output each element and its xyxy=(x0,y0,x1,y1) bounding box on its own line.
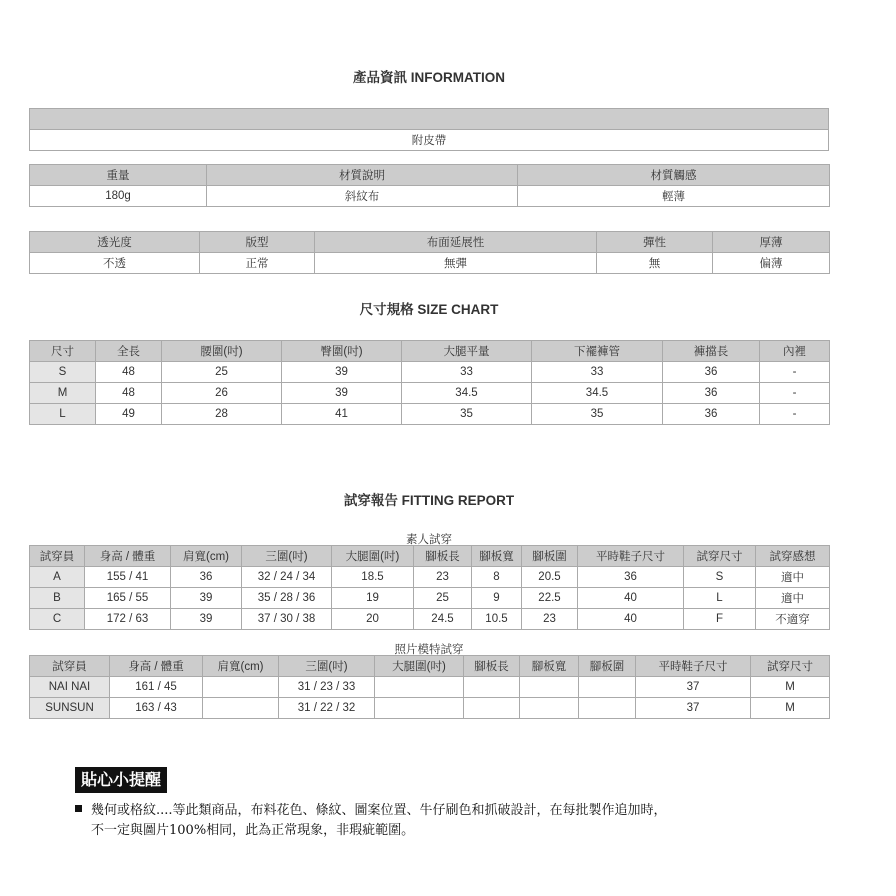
fitting-header: 腳板長 xyxy=(414,546,472,567)
fitting-header: 試穿感想 xyxy=(756,546,830,567)
fitting-cell: 40 xyxy=(578,588,684,609)
fitting-cell: 18.5 xyxy=(332,567,414,588)
fitting-header: 腳板寬 xyxy=(472,546,522,567)
table-row xyxy=(30,383,830,404)
fitting-cell xyxy=(520,698,579,719)
fitting-cell xyxy=(579,677,636,698)
fitting-header: 身高 / 體重 xyxy=(85,546,171,567)
spec-value: 正常 xyxy=(200,253,315,274)
size-cell: - xyxy=(760,404,830,425)
size-cell: - xyxy=(760,383,830,404)
fitting-cell: 8 xyxy=(472,567,522,588)
size-cell: 34.5 xyxy=(402,383,532,404)
size-cell: 28 xyxy=(162,404,282,425)
fitting-cell: 161 / 45 xyxy=(110,677,203,698)
size-cell: 36 xyxy=(663,362,760,383)
fitting-cell: 9 xyxy=(472,588,522,609)
fitting-cell: 39 xyxy=(171,588,242,609)
amateur-fitting-table xyxy=(29,545,830,630)
information-title: 產品資訊 INFORMATION xyxy=(353,70,505,85)
spec-header: 材質說明 xyxy=(207,165,518,186)
fitting-header: 試穿尺寸 xyxy=(751,656,830,677)
table-row xyxy=(30,698,830,719)
spec-value: 偏薄 xyxy=(713,253,830,274)
notice-line-2: 不一定與圖片100%相同，此為正常現象，非瑕疵範圍。 xyxy=(91,823,415,838)
size-label: M xyxy=(30,383,96,404)
size-header: 褲擋長 xyxy=(663,341,760,362)
fitting-cell: 163 / 43 xyxy=(110,698,203,719)
size-cell: 48 xyxy=(96,383,162,404)
spec-value: 斜紋布 xyxy=(207,186,518,207)
model-caption: 照片模特試穿 xyxy=(394,644,464,656)
fitting-cell: L xyxy=(684,588,756,609)
fitting-header: 試穿員 xyxy=(30,546,85,567)
spec-value: 輕薄 xyxy=(518,186,830,207)
accessory-cell: 附皮帶 xyxy=(30,130,829,151)
size-cell: 39 xyxy=(282,383,402,404)
fitting-cell: 25 xyxy=(414,588,472,609)
spec-table-1 xyxy=(29,164,830,207)
fitting-cell xyxy=(203,698,279,719)
fitting-cell: M xyxy=(751,677,830,698)
model-label: NAI NAI xyxy=(30,677,110,698)
size-chart-title: 尺寸規格 SIZE CHART xyxy=(359,302,499,317)
size-label: S xyxy=(30,362,96,383)
fitting-cell xyxy=(464,677,520,698)
fitting-header: 肩寬(cm) xyxy=(171,546,242,567)
fitting-header: 腳板長 xyxy=(464,656,520,677)
fitting-cell: 31 / 23 / 33 xyxy=(279,677,375,698)
size-cell: 48 xyxy=(96,362,162,383)
size-cell: 39 xyxy=(282,362,402,383)
size-header: 全長 xyxy=(96,341,162,362)
size-chart-table xyxy=(29,340,830,425)
fitting-header: 腳板圍 xyxy=(522,546,578,567)
size-cell: 35 xyxy=(402,404,532,425)
fitting-cell: 10.5 xyxy=(472,609,522,630)
fitting-cell: 36 xyxy=(578,567,684,588)
size-cell: 33 xyxy=(402,362,532,383)
model-fitting-table xyxy=(29,655,830,719)
size-cell: 25 xyxy=(162,362,282,383)
table-row xyxy=(30,609,830,630)
spec-header: 透光度 xyxy=(30,232,200,253)
spec-value: 無 xyxy=(597,253,713,274)
table-row xyxy=(30,677,830,698)
fitting-header: 身高 / 體重 xyxy=(110,656,203,677)
size-cell: 49 xyxy=(96,404,162,425)
fitting-cell: 24.5 xyxy=(414,609,472,630)
fitting-header: 試穿員 xyxy=(30,656,110,677)
size-cell: 35 xyxy=(532,404,663,425)
accessory-header-bar xyxy=(30,109,829,130)
fitting-cell xyxy=(375,677,464,698)
fitting-cell xyxy=(579,698,636,719)
tester-label: A xyxy=(30,567,85,588)
fitting-cell xyxy=(375,698,464,719)
spec-header: 重量 xyxy=(30,165,207,186)
fitting-cell xyxy=(520,677,579,698)
fitting-cell: 32 / 24 / 34 xyxy=(242,567,332,588)
spec-header: 彈性 xyxy=(597,232,713,253)
table-row xyxy=(30,404,830,425)
spec-value: 不透 xyxy=(30,253,200,274)
fitting-cell: 適中 xyxy=(756,567,830,588)
table-row xyxy=(30,588,830,609)
fitting-cell: 19 xyxy=(332,588,414,609)
tester-label: C xyxy=(30,609,85,630)
fitting-header: 腳板圍 xyxy=(579,656,636,677)
fitting-header: 三圍(吋) xyxy=(279,656,375,677)
size-header: 臀圍(吋) xyxy=(282,341,402,362)
fitting-report-title: 試穿報告 FITTING REPORT xyxy=(343,493,515,508)
size-header: 尺寸 xyxy=(30,341,96,362)
fitting-header: 腳板寬 xyxy=(520,656,579,677)
fitting-cell: 37 xyxy=(636,698,751,719)
amateur-caption: 素人試穿 xyxy=(406,534,452,546)
size-cell: 36 xyxy=(663,383,760,404)
fitting-cell: 36 xyxy=(171,567,242,588)
size-cell: 41 xyxy=(282,404,402,425)
size-label: L xyxy=(30,404,96,425)
fitting-header: 大腿圍(吋) xyxy=(332,546,414,567)
notice-line-1: 幾何或格紋....等此類商品，布料花色、條紋、圖案位置、牛仔刷色和抓破設計，在每批製作追加時， xyxy=(91,803,667,818)
size-header: 內裡 xyxy=(760,341,830,362)
fitting-cell: 40 xyxy=(578,609,684,630)
table-row xyxy=(30,567,830,588)
spec-header: 版型 xyxy=(200,232,315,253)
fitting-cell: 35 / 28 / 36 xyxy=(242,588,332,609)
fitting-cell: 23 xyxy=(522,609,578,630)
spec-value: 180g xyxy=(30,186,207,207)
spec-header: 厚薄 xyxy=(713,232,830,253)
fitting-cell: 37 xyxy=(636,677,751,698)
size-cell: 33 xyxy=(532,362,663,383)
table-row xyxy=(30,362,830,383)
spec-value: 無彈 xyxy=(315,253,597,274)
size-header: 大腿平量 xyxy=(402,341,532,362)
spec-header: 材質觸感 xyxy=(518,165,830,186)
fitting-header: 平時鞋子尺寸 xyxy=(578,546,684,567)
spec-table-2 xyxy=(29,231,830,274)
fitting-cell: M xyxy=(751,698,830,719)
fitting-cell xyxy=(464,698,520,719)
spec-header: 布面延展性 xyxy=(315,232,597,253)
notice-text xyxy=(75,801,667,841)
size-header: 腰圍(吋) xyxy=(162,341,282,362)
fitting-header: 平時鞋子尺寸 xyxy=(636,656,751,677)
size-header: 下襬褲管 xyxy=(532,341,663,362)
size-cell: - xyxy=(760,362,830,383)
fitting-cell: F xyxy=(684,609,756,630)
fitting-cell: 31 / 22 / 32 xyxy=(279,698,375,719)
fitting-cell xyxy=(203,677,279,698)
fitting-cell: 172 / 63 xyxy=(85,609,171,630)
fitting-cell: 155 / 41 xyxy=(85,567,171,588)
fitting-cell: 39 xyxy=(171,609,242,630)
fitting-header: 肩寬(cm) xyxy=(203,656,279,677)
fitting-cell: 20 xyxy=(332,609,414,630)
fitting-cell: 165 / 55 xyxy=(85,588,171,609)
accessory-table xyxy=(29,108,829,151)
tester-label: B xyxy=(30,588,85,609)
size-cell: 34.5 xyxy=(532,383,663,404)
fitting-cell: 適中 xyxy=(756,588,830,609)
bullet-icon xyxy=(75,805,82,812)
fitting-cell: 37 / 30 / 38 xyxy=(242,609,332,630)
notice-title: 貼心小提醒 xyxy=(75,767,167,793)
fitting-header: 三圍(吋) xyxy=(242,546,332,567)
fitting-cell: S xyxy=(684,567,756,588)
fitting-cell: 20.5 xyxy=(522,567,578,588)
size-cell: 36 xyxy=(663,404,760,425)
fitting-cell: 23 xyxy=(414,567,472,588)
fitting-header: 試穿尺寸 xyxy=(684,546,756,567)
fitting-cell: 不適穿 xyxy=(756,609,830,630)
size-cell: 26 xyxy=(162,383,282,404)
model-label: SUNSUN xyxy=(30,698,110,719)
fitting-cell: 22.5 xyxy=(522,588,578,609)
fitting-header: 大腿圍(吋) xyxy=(375,656,464,677)
